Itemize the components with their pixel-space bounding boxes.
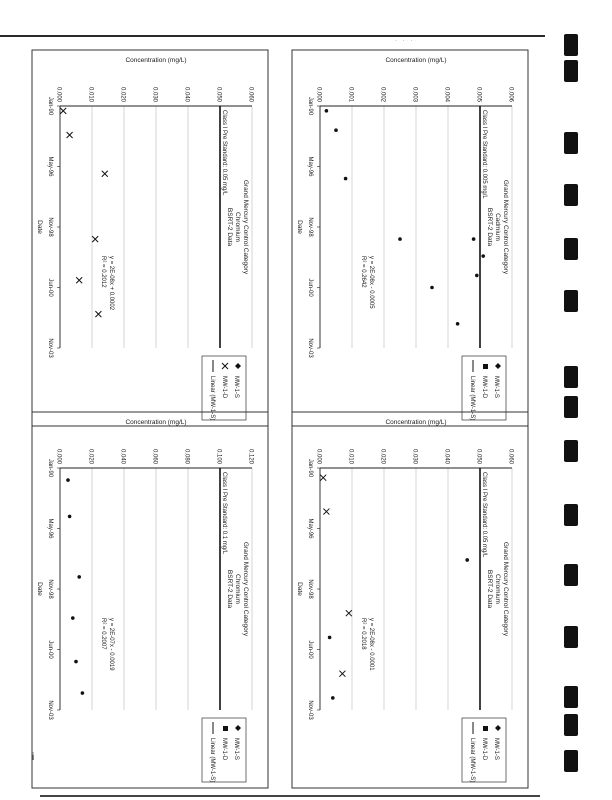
- binding-tab: [564, 626, 578, 648]
- y-tick-label: 0.100: [215, 448, 222, 464]
- binding-tab: [564, 750, 578, 772]
- binding-tabs: [564, 34, 578, 794]
- chart-subtitle: Cadmium: [494, 213, 501, 241]
- data-point: [71, 616, 75, 620]
- x-tick-label: Jan-90: [47, 458, 53, 478]
- chart-svg: [30, 410, 270, 790]
- data-point: [323, 509, 329, 515]
- x-tick-label: Nov-98: [47, 217, 53, 237]
- y-tick-label: 0.005: [475, 86, 482, 102]
- x-tick-label: Jun-00: [307, 278, 313, 297]
- chart-rotated-group: [32, 412, 268, 788]
- binding-tab: [564, 564, 578, 586]
- scan-specks: · · ·: [395, 38, 415, 44]
- binding-tab: [564, 184, 578, 206]
- binding-tab: [564, 440, 578, 462]
- bottom-rule: [40, 795, 540, 797]
- data-point: [344, 177, 348, 181]
- data-point: [465, 558, 469, 562]
- chart-subtitle-2: BSRT-2 Data: [226, 569, 233, 609]
- y-tick-label: 0.004: [443, 86, 450, 102]
- standard-label: Class I Pre Standard: 0.005 mg/L: [481, 110, 487, 199]
- legend-label: Linear (MW-1-S): [209, 376, 215, 421]
- legend-square-marker: [223, 726, 228, 731]
- x-tick-label: Nov-03: [47, 700, 53, 720]
- binding-tab: [564, 366, 578, 388]
- x-tick-label: Jun-00: [47, 640, 53, 659]
- legend-label: MW-1-S: [233, 738, 239, 760]
- regression-equation: y = 2E-08x + 0.0002: [108, 256, 114, 311]
- standard-label: Class I Pre Standard: 0.05 mg/L: [481, 472, 487, 558]
- data-point: [92, 236, 98, 242]
- legend-label: Linear (MW-1-S): [469, 738, 475, 783]
- x-axis-label: Date: [296, 220, 303, 234]
- binding-tab: [564, 714, 578, 736]
- x-tick-label: Nov-03: [307, 700, 313, 720]
- data-point: [81, 691, 85, 695]
- y-tick-label: 0.120: [247, 448, 254, 464]
- binding-tab: [564, 34, 578, 56]
- chart-subtitle-2: BSRT-2 Data: [486, 569, 493, 609]
- y-tick-label: 0.060: [247, 86, 254, 102]
- y-tick-label: 0.050: [475, 448, 482, 464]
- x-tick-label: Nov-98: [47, 579, 53, 599]
- y-tick-label: 0.050: [215, 86, 222, 102]
- data-point: [475, 274, 479, 278]
- y-tick-label: 0.040: [443, 448, 450, 464]
- data-point: [331, 696, 335, 700]
- data-point: [60, 108, 66, 114]
- chart-title: Grand Mercury Control Category: [242, 541, 249, 637]
- chart-rotated-group: [292, 412, 528, 788]
- chart-title: Grand Mercury Control Category: [502, 179, 509, 275]
- data-point: [339, 671, 345, 677]
- standard-label: Class I Pre Standard: 0.1 mg/L: [221, 472, 227, 555]
- y-tick-label: 0.000: [55, 448, 62, 464]
- regression-r2: R² = 0.2018: [360, 618, 366, 650]
- y-axis-label: Concentration (mg/L): [385, 419, 447, 426]
- y-tick-label: 0.001: [347, 86, 354, 102]
- x-tick-label: Jun-00: [47, 278, 53, 297]
- binding-tab: [564, 396, 578, 418]
- y-tick-label: 0.040: [183, 86, 190, 102]
- x-axis-label: Date: [36, 220, 43, 234]
- chart-rotated-group: [292, 50, 528, 426]
- y-axis-label: Concentration (mg/L): [125, 419, 187, 426]
- data-point: [472, 237, 476, 241]
- data-point: [456, 322, 460, 326]
- chart-panel-top-left: [30, 48, 270, 428]
- chart-subtitle: Chromium: [234, 574, 241, 604]
- legend-label: Linear (MW-1-S): [469, 376, 475, 421]
- y-tick-label: 0.000: [315, 86, 322, 102]
- binding-tab: [564, 686, 578, 708]
- regression-equation: y = 2E-07x - 0.0019: [108, 618, 114, 671]
- standard-label: Class I Pre Standard: 0.05 mg/L: [221, 110, 227, 196]
- x-tick-label: Jan-90: [307, 96, 313, 116]
- data-point: [67, 132, 73, 138]
- x-tick-label: Nov-03: [47, 338, 53, 358]
- legend-label: Linear (MW-1-S): [209, 738, 215, 783]
- data-point: [481, 254, 485, 258]
- top-rule: [0, 35, 545, 37]
- y-axis-label: Concentration (mg/L): [385, 57, 447, 64]
- legend-square-marker: [483, 726, 488, 731]
- data-point: [76, 277, 82, 283]
- x-axis-label: Date: [296, 582, 303, 596]
- chart-subtitle: Chromium: [494, 574, 501, 604]
- y-tick-label: 0.002: [379, 86, 386, 102]
- x-tick-label: May-96: [307, 518, 313, 539]
- y-tick-label: 0.080: [183, 448, 190, 464]
- y-tick-label: 0.010: [87, 86, 94, 102]
- data-point: [95, 311, 101, 317]
- legend-label: MW-1-S: [233, 376, 239, 398]
- chart-rotated-group: [32, 50, 268, 426]
- y-tick-label: 0.060: [507, 448, 514, 464]
- binding-tab: [564, 132, 578, 154]
- regression-equation: y = 2E-08x - 0.0005: [368, 256, 374, 309]
- data-point: [66, 478, 70, 482]
- regression-equation: y = 2E-08x - 0.0001: [368, 618, 374, 671]
- data-point: [398, 237, 402, 241]
- x-tick-label: May-96: [47, 518, 53, 539]
- chart-panel-bottom-right: [290, 410, 530, 790]
- x-tick-label: May-96: [47, 156, 53, 177]
- regression-r2: R² = 0.2012: [100, 256, 106, 288]
- binding-tab: [564, 504, 578, 526]
- y-tick-label: 0.030: [411, 448, 418, 464]
- chart-panel-bottom-left: [30, 410, 270, 790]
- chart-svg: [30, 48, 270, 428]
- regression-r2: R² = 0.2007: [100, 618, 106, 650]
- y-tick-label: 0.010: [347, 448, 354, 464]
- chart-title: Grand Mercury Control Category: [502, 541, 509, 637]
- x-tick-label: Jan-90: [47, 96, 53, 116]
- chart-title: Grand Mercury Control Category: [242, 179, 249, 275]
- data-point: [68, 515, 72, 519]
- x-tick-label: Nov-03: [307, 338, 313, 358]
- data-point: [102, 171, 108, 177]
- legend-square-marker: [483, 364, 488, 369]
- data-point: [328, 636, 332, 640]
- y-tick-label: 0.060: [151, 448, 158, 464]
- y-tick-label: 0.020: [87, 448, 94, 464]
- regression-r2: R² = 0.2642: [360, 256, 366, 288]
- binding-tab: [564, 60, 578, 82]
- legend-label: MW-1-D: [221, 376, 227, 399]
- legend-label: MW-1-S: [493, 376, 499, 398]
- y-tick-label: 0.030: [151, 86, 158, 102]
- data-point: [320, 475, 326, 481]
- legend-label: MW-1-D: [481, 738, 487, 761]
- x-tick-label: Jun-00: [307, 640, 313, 659]
- binding-tab: [564, 238, 578, 260]
- x-axis-label: Date: [36, 582, 43, 596]
- x-tick-label: Nov-98: [307, 217, 313, 237]
- data-point: [430, 286, 434, 290]
- chart-panel-top-right: [290, 48, 530, 428]
- data-point: [74, 660, 78, 664]
- chart-subtitle-2: BSRT-2 Data: [486, 207, 493, 247]
- data-point: [334, 128, 338, 132]
- chart-svg: [290, 48, 530, 428]
- chart-svg: [290, 410, 530, 790]
- legend-label: MW-1-D: [481, 376, 487, 399]
- binding-tab: [564, 290, 578, 312]
- y-tick-label: 0.006: [507, 86, 514, 102]
- data-point: [77, 575, 81, 579]
- chart-subtitle-2: BSRT-2 Data: [226, 207, 233, 247]
- y-tick-label: 0.020: [379, 448, 386, 464]
- margin-mark: i: [32, 752, 35, 763]
- y-axis-label: Concentration (mg/L): [125, 57, 187, 64]
- y-tick-label: 0.003: [411, 86, 418, 102]
- legend-label: MW-1-D: [221, 738, 227, 761]
- legend-label: MW-1-S: [493, 738, 499, 760]
- chart-subtitle: Chromium: [234, 212, 241, 242]
- x-tick-label: May-96: [307, 156, 313, 177]
- data-point: [325, 109, 329, 113]
- x-tick-label: Jan-90: [307, 458, 313, 478]
- y-tick-label: 0.000: [315, 448, 322, 464]
- data-point: [346, 610, 352, 616]
- y-tick-label: 0.020: [119, 86, 126, 102]
- x-tick-label: Nov-98: [307, 579, 313, 599]
- y-tick-label: 0.000: [55, 86, 62, 102]
- y-tick-label: 0.040: [119, 448, 126, 464]
